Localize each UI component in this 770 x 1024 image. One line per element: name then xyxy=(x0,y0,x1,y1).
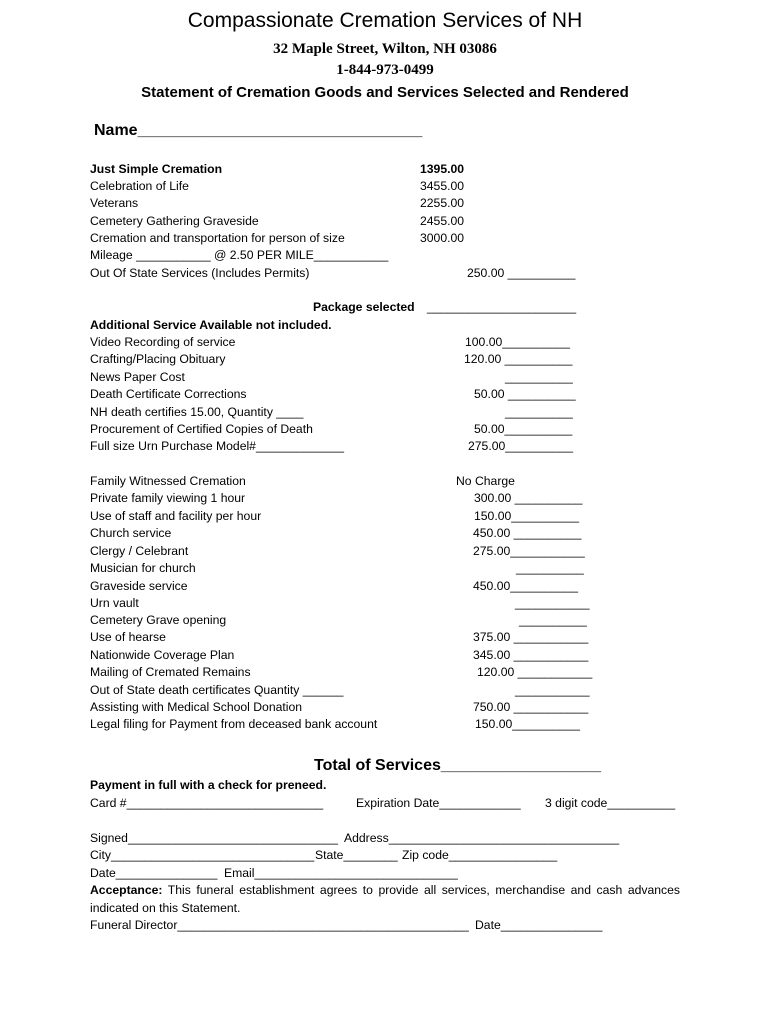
service-label: Graveside service xyxy=(90,579,188,593)
signed-field: Signed_______________________________ xyxy=(90,831,339,845)
service-price: 120.00 ___________ xyxy=(477,665,593,679)
service-label: Use of staff and facility per hour xyxy=(90,509,262,523)
package-price: 2455.00 xyxy=(420,214,465,228)
additional-price: 100.00__________ xyxy=(465,335,571,349)
additional-header: Additional Service Available not included. xyxy=(90,318,332,332)
service-price: 450.00__________ xyxy=(473,579,579,593)
service-price: 375.00 ___________ xyxy=(473,630,589,644)
package-price: 2255.00 xyxy=(420,196,465,210)
acceptance-paragraph xyxy=(90,882,680,917)
package-label: Veterans xyxy=(90,196,139,210)
service-label: Private family viewing 1 hour xyxy=(90,491,246,505)
zip-code-field: Zip code________________ xyxy=(402,848,558,862)
company-name: Compassionate Cremation Services of NH xyxy=(187,9,583,32)
service-price: ___________ xyxy=(515,683,590,697)
acceptance-text: This funeral establishment agrees to provide all services, merchandise and cash advances indicated on this Statement. xyxy=(90,883,680,915)
additional-price: 50.00 __________ xyxy=(474,387,576,401)
additional-label: Death Certificate Corrections xyxy=(90,387,247,401)
package-label: Cremation and transportation for person of size xyxy=(90,231,345,245)
additional-label: Procurement of Certified Copies of Death xyxy=(90,422,313,436)
name-field: Name________________________________ xyxy=(94,122,423,139)
package-price: 3455.00 xyxy=(420,179,465,193)
service-label: Out of State death certificates Quantity ______ xyxy=(90,683,344,697)
service-price: 275.00___________ xyxy=(473,544,585,558)
service-label: Family Witnessed Cremation xyxy=(90,474,246,488)
service-price: ___________ xyxy=(515,596,590,610)
date-field: Date_______________ xyxy=(90,866,218,880)
service-price: 345.00 ___________ xyxy=(473,648,589,662)
state-field: State________ xyxy=(315,848,398,862)
service-label: Clergy / Celebrant xyxy=(90,544,189,558)
service-price: 450.00 __________ xyxy=(473,526,582,540)
service-price: 750.00 ___________ xyxy=(473,700,589,714)
package-selected-label: Package selected xyxy=(313,300,415,314)
city-field: City______________________________ xyxy=(90,848,315,862)
additional-price: 275.00__________ xyxy=(468,439,574,453)
service-label: Musician for church xyxy=(90,561,196,575)
service-label: Use of hearse xyxy=(90,630,166,644)
service-label: Cemetery Grave opening xyxy=(90,613,227,627)
address-field: Address__________________________________ xyxy=(344,831,620,845)
additional-price: __________ xyxy=(505,370,573,384)
statement-title: Statement of Cremation Goods and Services Selected and Rendered xyxy=(141,84,629,101)
service-price: 300.00 __________ xyxy=(474,491,583,505)
additional-label: NH death certifies 15.00, Quantity ____ xyxy=(90,405,304,419)
package-label: Cemetery Gathering Graveside xyxy=(90,214,259,228)
package-label: Celebration of Life xyxy=(90,179,189,193)
company-phone: 1-844-973-0499 xyxy=(336,62,434,78)
additional-price: 120.00 __________ xyxy=(464,352,573,366)
out-of-state-price: 250.00 __________ xyxy=(467,266,576,280)
additional-label: Crafting/Placing Obituary xyxy=(90,352,226,366)
funeral-director-field: Funeral Director___________________________________________ xyxy=(90,918,469,932)
service-price: No Charge xyxy=(456,474,515,488)
acceptance-label: Acceptance: xyxy=(90,883,163,897)
additional-price: 50.00__________ xyxy=(474,422,573,436)
service-label: Assisting with Medical School Donation xyxy=(90,700,303,714)
service-price: 150.00__________ xyxy=(474,509,580,523)
additional-label: Full size Urn Purchase Model#_____________ xyxy=(90,439,345,453)
out-of-state-label: Out Of State Services (Includes Permits) xyxy=(90,266,310,280)
service-price: __________ xyxy=(519,613,587,627)
service-label: Nationwide Coverage Plan xyxy=(90,648,235,662)
additional-label: Video Recording of service xyxy=(90,335,236,349)
security-code-field: 3 digit code__________ xyxy=(545,796,676,810)
package-label: Just Simple Cremation xyxy=(90,162,223,176)
company-address: 32 Maple Street, Wilton, NH 03086 xyxy=(273,41,497,57)
service-price: 150.00__________ xyxy=(475,717,581,731)
total-of-services: Total of Services__________________ xyxy=(314,757,602,774)
service-price: __________ xyxy=(516,561,584,575)
card-number-field: Card #_____________________________ xyxy=(90,796,324,810)
package-price: 1395.00 xyxy=(420,162,465,176)
service-label: Church service xyxy=(90,526,172,540)
additional-label: News Paper Cost xyxy=(90,370,185,384)
funeral-director-date-field: Date_______________ xyxy=(475,918,603,932)
email-field: Email______________________________ xyxy=(224,866,458,880)
package-price: 3000.00 xyxy=(420,231,465,245)
additional-price: __________ xyxy=(505,405,573,419)
service-label: Urn vault xyxy=(90,596,139,610)
payment-note: Payment in full with a check for preneed. xyxy=(90,778,327,792)
service-label: Legal filing for Payment from deceased bank account xyxy=(90,717,378,731)
mileage-line: Mileage ___________ @ 2.50 PER MILE___________ xyxy=(90,248,389,262)
expiration-date-field: Expiration Date____________ xyxy=(356,796,521,810)
package-selected-line: ______________________ xyxy=(427,300,577,314)
service-label: Mailing of Cremated Remains xyxy=(90,665,251,679)
